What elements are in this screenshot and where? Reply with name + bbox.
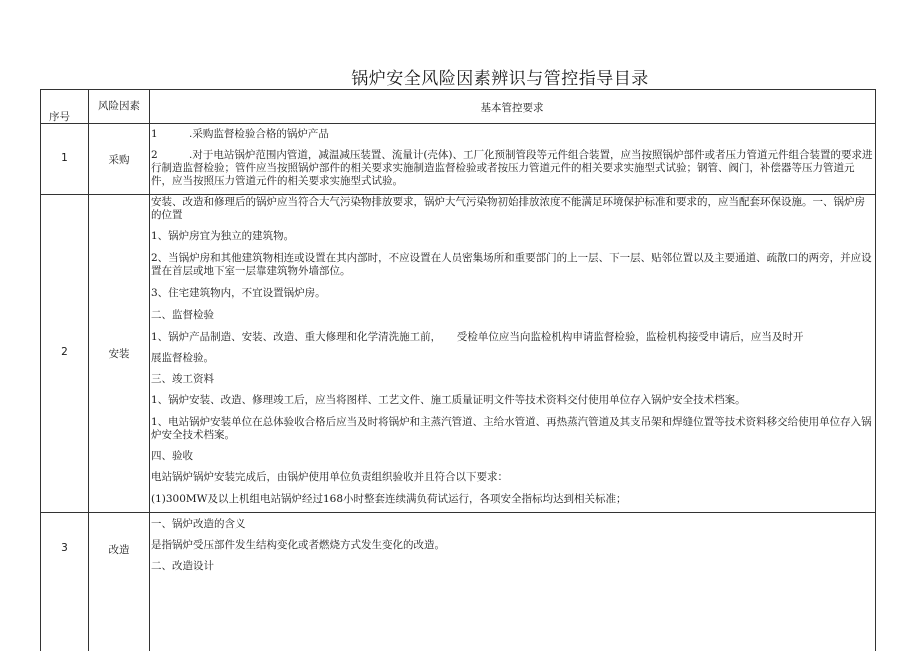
column-divider <box>149 90 150 651</box>
requirement-line: 三、竣工资料 <box>151 373 214 385</box>
column-divider <box>88 90 89 651</box>
risk-table <box>40 89 876 651</box>
requirement-line: 是指锅炉受压部件发生结构变化或者燃烧方式发生变化的改造。 <box>151 539 445 551</box>
row-1-requirements <box>151 128 873 188</box>
requirement-line: 二、改造设计 <box>151 560 214 572</box>
requirement-line: 展监督检验。 <box>151 352 214 364</box>
row-3-requirements <box>151 518 873 573</box>
requirement-line: 1、锅炉房宜为独立的建筑物。 <box>151 230 295 242</box>
requirement-line: 1、电站锅炉安装单位在总体验收合格后应当及时将锅炉和主蒸汽管道、主给水管道、再热蒸汽管道及其支吊架和焊缝位置等技术资料移交给使用单位存入锅炉安全技术档案。 <box>151 416 872 441</box>
row-divider <box>41 123 875 124</box>
header-seq: 序号 <box>49 111 70 123</box>
requirement-line: 1、锅炉安装、改造、修理竣工后，应当将图样、工艺文件、施工质量证明文件等技术资料交付使用单位存入锅炉安全技术档案。 <box>151 394 746 406</box>
requirement-line: 1、锅炉产品制造、安装、改造、重大修理和化学清洗施工前， 受检单位应当向监检机构申请监督检验，监检机构接受申请后，应当及时开 <box>151 331 804 343</box>
header-risk: 风险因素 <box>98 100 140 112</box>
requirement-line: 3、住宅建筑物内，不宜设置锅炉房。 <box>151 287 326 299</box>
requirement-line: 电站锅炉锅炉安装完成后，由锅炉使用单位负责组织验收并且符合以下要求： <box>151 471 508 483</box>
row-2-requirements <box>151 196 873 511</box>
requirement-line: 二、监督检验 <box>151 309 214 321</box>
row-1-seq: 1 <box>61 152 68 164</box>
document-title: 锅炉安全风险因素辨识与管控指导目录 <box>351 69 649 89</box>
row-2-risk: 安装 <box>108 348 130 360</box>
requirement-line: 一、锅炉改造的含义 <box>151 518 246 530</box>
requirement-line: (1)300MW及以上机组电站锅炉经过168小时整套连续满负荷试运行，各项安全指标均达到相关标准； <box>151 493 627 505</box>
row-3-seq: 3 <box>61 542 68 554</box>
requirement-line: 四、验收 <box>151 450 193 462</box>
row-3-risk: 改造 <box>108 544 130 556</box>
row-divider <box>41 512 875 513</box>
requirement-line: 安装、改造和修理后的锅炉应当符合大气污染物排放要求，锅炉大气污染物初始排放浓度不能满足环境保护标准和要求的，应当配套环保设施。一、锅炉房的位置 <box>151 196 865 221</box>
row-2-seq: 2 <box>61 346 68 358</box>
requirement-line: 2、当锅炉房和其他建筑物相连或设置在其内部时，不应设置在人员密集场所和重要部门的上一层、下一层、贴邻位置以及主要通道、疏散口的两旁，并应设置在首层或地下室一层靠建筑物外墙部位。 <box>151 252 872 277</box>
row-1-risk: 采购 <box>108 154 130 166</box>
requirement-line: 1 .采购监督检验合格的锅炉产品 <box>151 128 329 140</box>
row-divider <box>41 194 875 195</box>
header-requirements: 基本管控要求 <box>480 102 544 114</box>
requirement-line: 2 .对于电站锅炉范围内管道，减温减压装置、流量计(壳体)、工厂化预制管段等元件组合装置，应当按照锅炉部件或者压力管道元件组合装置的要求进行制造监督检验；管件应当按照锅炉部件的相关要求实施制造监督检验或者按压力管道元件的相关要求实施型式试验；钢管、阀门，补偿器等压力管道元件，应当按照压力管道元件的相关要求实施型式试验。 <box>151 149 873 187</box>
